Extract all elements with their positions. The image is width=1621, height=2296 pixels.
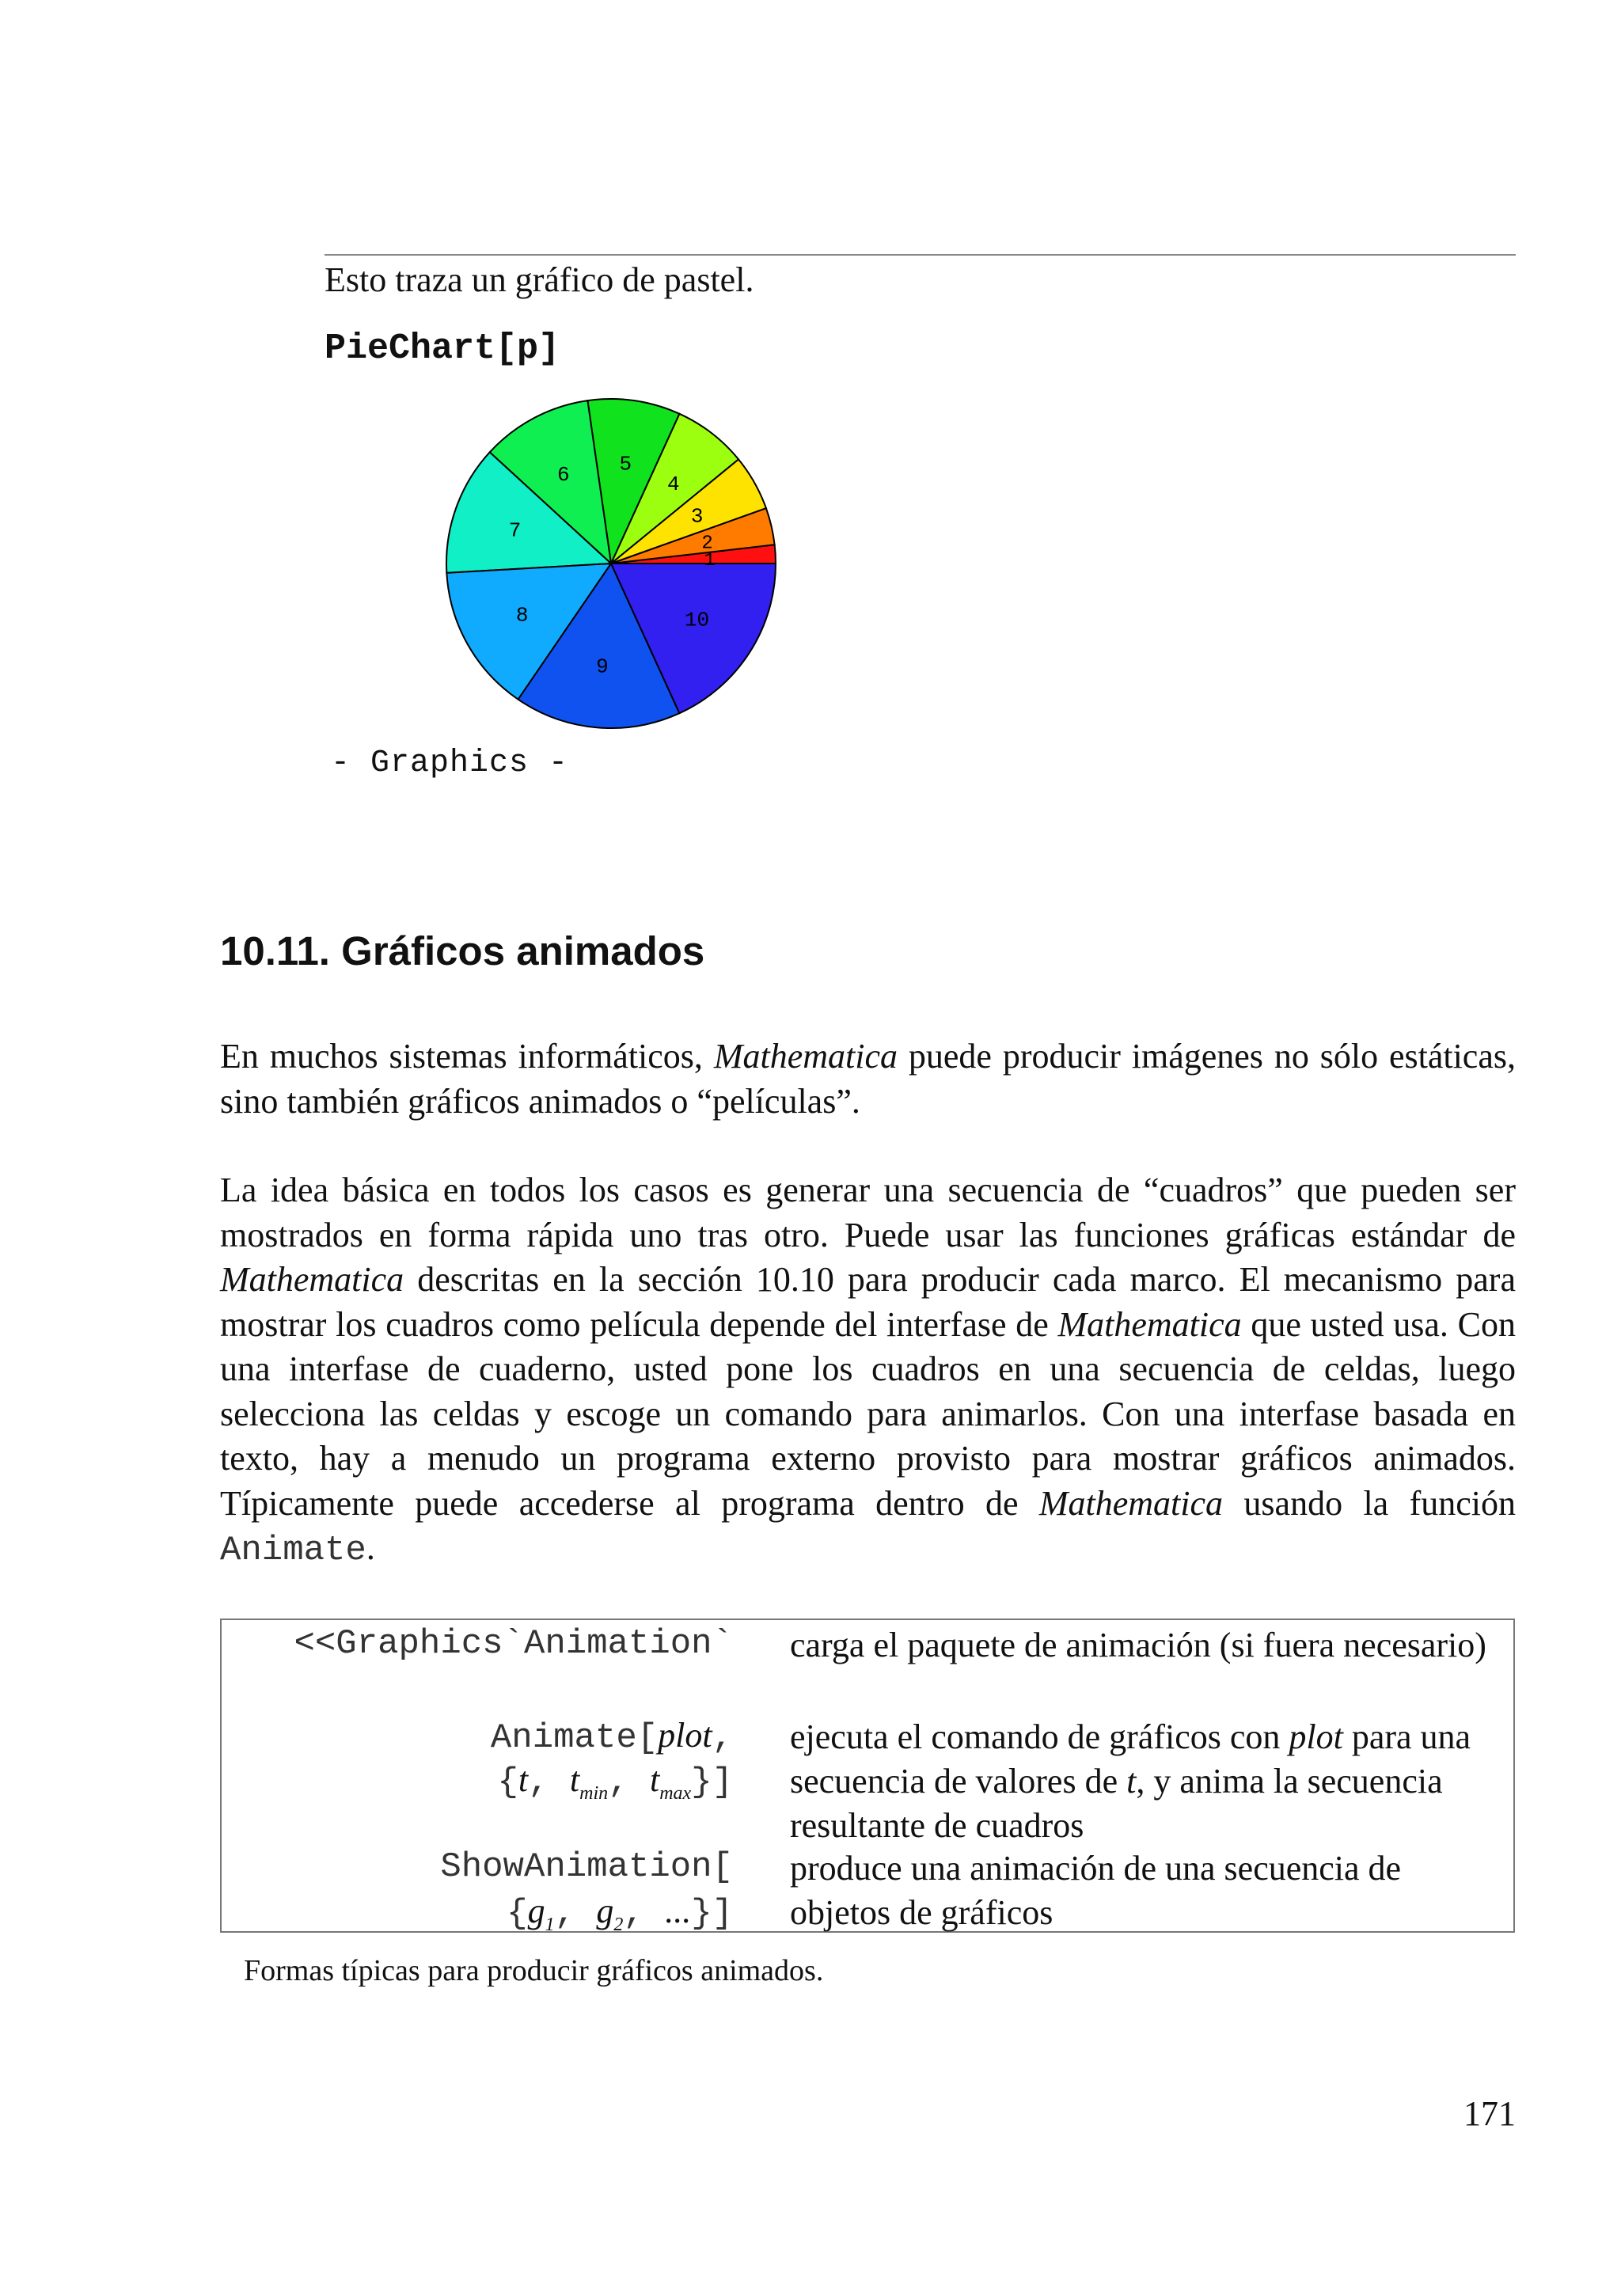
- para2-mathematica-3: Mathematica: [1038, 1483, 1224, 1523]
- table-cmd-showanimation-line1: ShowAnimation[: [440, 1847, 733, 1887]
- table-cmd-load-package: <<Graphics`Animation`: [294, 1624, 733, 1664]
- pie-label-10: 10: [684, 608, 710, 632]
- pie-chart: [427, 396, 799, 744]
- paragraph-idea: [220, 1168, 1516, 1573]
- separator-line: [325, 254, 1516, 256]
- pie-label-7: 7: [508, 518, 522, 543]
- page-number: 171: [1463, 2094, 1516, 2133]
- para2-mathematica-1: Mathematica: [220, 1260, 404, 1299]
- input-cell[interactable]: PieChart[p]: [325, 328, 560, 369]
- pie-label-6: 6: [557, 462, 570, 487]
- para2-text-g: usando la función: [1223, 1483, 1516, 1523]
- para2-text-a: La idea básica en todos los casos es generar una secuencia de “cuadros” que pueden ser mostrados en forma rápida uno tras otro. Puede usar las funciones gráficas estándar de: [220, 1171, 1516, 1254]
- table-desc-load-package: carga el paquete de animación (si fuera necesario): [790, 1626, 1486, 1664]
- para2-text-e: que usted usa. Con una interfase de cuaderno, usted pone los cuadros en una secuencia de celdas, luego selecciona las celdas y escoge un comando para animarlos. Con una interfase basada en texto, hay a menudo un programa externo provisto para mostrar gráficos animados. Típicamente puede accederse al programa dentro de: [220, 1304, 1516, 1523]
- animate-function-name: Animate: [220, 1531, 366, 1570]
- section-title: 10.11. Gráficos animados: [220, 928, 705, 973]
- para1-text-a: En muchos sistemas informáticos,: [220, 1037, 714, 1076]
- pie-label-5: 5: [619, 452, 632, 476]
- para1-text-c: puede producir imágenes no sólo estáticas, sino también gráficos animados o “películas”.: [220, 1037, 1516, 1121]
- table-cmd-animate-line1: Animate[plot,: [490, 1716, 733, 1758]
- para2-text-c: descritas en la sección 10.10 para producir cada marco. El mecanismo para mostrar los cuadros como película depende del interfase de: [220, 1260, 1516, 1344]
- functions-table: [220, 1619, 1515, 1933]
- table-cmd-animate-line2: {t, $t_{min}$, $t_{max}$}]: [497, 1760, 733, 1804]
- para2-text-i: .: [366, 1528, 375, 1567]
- pie-caption: Esto traza un gráfico de pastel.: [325, 260, 754, 299]
- graphics-output: - Graphics -: [331, 746, 569, 781]
- para2-mathematica-2: Mathematica: [1057, 1304, 1242, 1344]
- para1-mathematica: Mathematica: [713, 1037, 898, 1076]
- pie-label-4: 4: [666, 472, 680, 496]
- pie-label-1: 1: [704, 549, 716, 571]
- pie-label-3: 3: [690, 504, 704, 529]
- paragraph-intro: [220, 1034, 1516, 1124]
- pie-label-9: 9: [596, 655, 609, 679]
- table-desc-showanimation: produce una animación de una secuencia de objetos de gráficos: [790, 1849, 1402, 1932]
- pie-label-2: 2: [701, 533, 713, 555]
- pie-label-8: 8: [515, 603, 529, 628]
- table-caption: Formas típicas para producir gráficos animados.: [244, 1954, 824, 1987]
- table-cmd-showanimation-line2: {$g_1$, $g_2$, ...}]: [507, 1892, 733, 1935]
- table-desc-animate: ejecuta el comando de gráficos con plot para una secuencia de valores de t, y anima la secuencia resultante de cuadros: [790, 1717, 1471, 1845]
